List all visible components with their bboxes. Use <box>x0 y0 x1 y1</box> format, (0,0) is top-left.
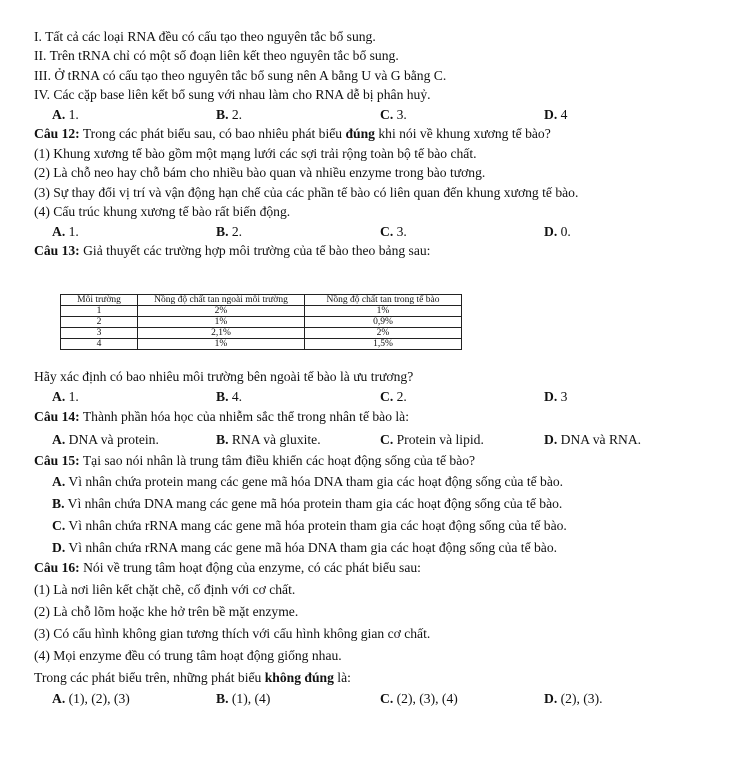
q15-option-c-key: C. <box>52 518 66 533</box>
q15-option-b-text: Vì nhân chứa DNA mang các gene mã hóa protein tham gia các hoạt động sống của tế bào. <box>64 496 563 511</box>
q12-item-4: (4) Cấu trúc khung xương tế bào rất biến động. <box>34 204 291 219</box>
table-header: Môi trường <box>61 295 138 306</box>
question-13 <box>34 241 430 260</box>
table-cell: 4 <box>61 339 138 350</box>
table-cell: 2% <box>305 328 462 339</box>
q16-item-4: (4) Mọi enzyme đều có trung tâm hoạt động giống nhau. <box>34 648 342 663</box>
q12-option-c[interactable]: 3. <box>396 224 407 239</box>
q12-option-a[interactable]: 1. <box>68 224 79 239</box>
question-15 <box>34 451 475 470</box>
table-row <box>61 328 462 339</box>
q12-item-3: (3) Sự thay đổi vị trí và vận động hạn chế của các phần tế bào có liên quan đến khung xương tế bào. <box>34 185 579 200</box>
question-12-emphasis: đúng <box>345 126 375 141</box>
q13-option-c[interactable]: 2. <box>396 389 407 404</box>
q16-item-2: (2) Là chỗ lõm hoặc khe hở trên bề mặt enzyme. <box>34 604 299 619</box>
q16-option-c[interactable]: (2), (3), (4) <box>396 691 458 706</box>
q16-item-3: (3) Có cấu hình không gian tương thích với cấu hình không gian cơ chất. <box>34 626 431 641</box>
table-cell: 1% <box>138 317 305 328</box>
question-16-prompt-text: Trong các phát biểu trên, những phát biểu <box>34 670 265 685</box>
table-cell: 2% <box>138 306 305 317</box>
question-12-text: Trong các phát biểu sau, có bao nhiêu phát biểu <box>79 126 346 141</box>
question-14-label: Câu 14: <box>34 409 80 424</box>
q15-option-d[interactable] <box>52 538 557 557</box>
question-13-text: Giả thuyết các trường hợp môi trường của tế bào theo bảng sau: <box>79 243 431 258</box>
table-header: Nồng độ chất tan ngoài môi trường <box>138 295 305 306</box>
q14-option-b[interactable]: RNA và gluxite. <box>231 432 321 447</box>
table-cell: 2,1% <box>138 328 305 339</box>
table-header-row <box>61 295 462 306</box>
q12-option-b[interactable]: 2. <box>231 224 243 239</box>
question-16-label: Câu 16: <box>34 560 80 575</box>
question-12-text-end: khi nói về khung xương tế bào? <box>374 126 551 141</box>
question-15-text: Tại sao nói nhân là trung tâm điều khiển các hoạt động sống của tế bào? <box>79 453 476 468</box>
q16-option-b[interactable]: (1), (4) <box>231 691 271 706</box>
option-d[interactable]: 4 <box>560 107 568 122</box>
q15-option-a-key: A. <box>52 474 66 489</box>
question-14-text: Thành phần hóa học của nhiễm sắc thể trong nhân tế bào là: <box>79 409 409 424</box>
q12-item-2: (2) Là chỗ neo hay chỗ bám cho nhiều bào quan và nhiều enzyme trong bào tương. <box>34 165 486 180</box>
statement-4: IV. Các cặp base liên kết bổ sung với nhau làm cho RNA dễ bị phân huỷ. <box>34 87 431 102</box>
table-row <box>61 306 462 317</box>
statement-1: I. Tất cả các loại RNA đều có cấu tạo theo nguyên tắc bổ sung. <box>34 29 376 44</box>
q14-option-c[interactable]: Protein và lipid. <box>396 432 484 447</box>
statement-2: II. Trên tRNA chỉ có một số đoạn liên kết theo nguyên tắc bổ sung. <box>34 48 399 63</box>
statement-3: III. Ở tRNA có cấu tạo theo nguyên tắc bổ sung nên A bằng U và G bằng C. <box>34 68 447 83</box>
table-row <box>61 317 462 328</box>
environment-table <box>60 294 462 350</box>
question-16 <box>34 558 421 577</box>
table-cell: 1% <box>138 339 305 350</box>
option-a[interactable]: 1. <box>68 107 79 122</box>
question-15-label: Câu 15: <box>34 453 80 468</box>
q14-option-d[interactable]: DNA và RNA. <box>560 432 642 447</box>
table-cell: 1,5% <box>305 339 462 350</box>
table-cell: 0,9% <box>305 317 462 328</box>
table-cell: 2 <box>61 317 138 328</box>
question-16-emphasis: không đúng <box>264 670 334 685</box>
q15-option-c-text: Vì nhân chứa rRNA mang các gene mã hóa protein tham gia các hoạt động sống của tế bào. <box>65 518 567 533</box>
q15-option-a-text: Vì nhân chứa protein mang các gene mã hóa DNA tham gia các hoạt động sống của tế bào. <box>65 474 564 489</box>
question-16-prompt <box>34 668 351 687</box>
q13-option-a[interactable]: 1. <box>68 389 79 404</box>
q13-option-d[interactable]: 3 <box>560 389 568 404</box>
q16-option-a[interactable]: (1), (2), (3) <box>68 691 130 706</box>
q12-option-d[interactable]: 0. <box>560 224 571 239</box>
question-16-prompt-end: là: <box>333 670 351 685</box>
table-cell: 1 <box>61 306 138 317</box>
question-13-prompt: Hãy xác định có bao nhiêu môi trường bên ngoài tế bào là ưu trương? <box>34 369 414 384</box>
q15-option-c[interactable] <box>52 516 567 535</box>
q15-option-b[interactable] <box>52 494 562 513</box>
q15-option-d-key: D. <box>52 540 66 555</box>
table-cell: 3 <box>61 328 138 339</box>
table-row <box>61 339 462 350</box>
q16-option-d[interactable]: (2), (3). <box>560 691 603 706</box>
q14-option-a[interactable]: DNA và protein. <box>68 432 159 447</box>
table-cell: 1% <box>305 306 462 317</box>
q12-item-1: (1) Khung xương tế bào gồm một mạng lưới các sợi trải rộng toàn bộ tế bào chất. <box>34 146 477 161</box>
question-16-text: Nói về trung tâm hoạt động của enzyme, có các phát biểu sau: <box>79 560 421 575</box>
option-b[interactable]: 2. <box>231 107 243 122</box>
question-12 <box>34 124 551 143</box>
table-header: Nồng độ chất tan trong tế bào <box>305 295 462 306</box>
question-14 <box>34 407 409 426</box>
q15-option-d-text: Vì nhân chứa rRNA mang các gene mã hóa DNA tham gia các hoạt động sống của tế bào. <box>65 540 558 555</box>
q16-item-1: (1) Là nơi liên kết chặt chẽ, cố định với cơ chất. <box>34 582 296 597</box>
q15-option-a[interactable] <box>52 472 563 491</box>
q13-option-b[interactable]: 4. <box>231 389 243 404</box>
q15-option-b-key: B. <box>52 496 65 511</box>
question-12-label: Câu 12: <box>34 126 80 141</box>
document-page: I. Tất cả các loại RNA đều có cấu tạo theo nguyên tắc bổ sung. II. Trên tRNA chỉ có một số đoạn liên kết theo nguyên tắc bổ sung. III. Ở tRNA có cấu tạo theo nguyên tắc bổ sung nên A bằng U và G bằng C. IV. Các cặp base liên kết bổ sung với nhau làm cho RNA dễ bị phân huỷ. A. 1. B. 2. C. 3. D. 4 Câu 12: Trong các phát biểu sau, có bao nhiêu phát biểu đúng khi nói về khung xương tế bào? (1) Khung xương tế bào gồm một mạng lưới các sợi trải rộng toàn bộ tế bào chất. (2) Là chỗ neo hay chỗ bám cho nhiều bào quan và nhiều enzyme trong bào tương. (3) Sự thay đổi vị trí và vận động hạn chế của các phần tế bào có liên quan đến khung xương tế bào. (4) Cấu trúc khung xương tế bào rất biến động. A. 1. B. 2. C. 3. D. 0. Câu 13: Giả thuyết các trường hợp môi trường của tế bào theo bảng sau: Môi trường Nồng độ chất tan ngoài môi trường Nồng độ chất tan trong tế bào 1 2% 1% 2 1% 0,9% 3 2,1% 2% 4 1% 1,5% Hãy xác định có bao nhiêu môi trường bên ngoài tế bào là ưu trương? A. 1. B. 4. C. 2. D. 3 Câu 14: Thành phần hóa học của nhiễm sắc thể trong nhân tế bào là: A. DNA và protein. B. RNA và gluxite. C. Protein và lipid. D. DNA và RNA. Câu 15: Tại sao nói nhân là trung tâm điều khiển các hoạt động sống của tế bào? A. Vì nhân chứa protein mang các gene mã hóa DNA tham gia các hoạt động sống của tế bào. B. Vì nhân chứa DNA mang các gene mã hóa protein tham gia các hoạt động sống của tế bào. C. Vì nhân chứa rRNA mang các gene mã hóa protein tham gia các hoạt động sống của tế bào. D. Vì nhân chứa rRNA mang các gene mã hóa DNA tham gia các hoạt động sống của tế bào. Câu 16: Nói về trung tâm hoạt động của enzyme, có các phát biểu sau: (1) Là nơi liên kết chặt chẽ, cố định với cơ chất. (2) Là chỗ lõm hoặc khe hở trên bề mặt enzyme. (3) Có cấu hình không gian tương thích với cấu hình không gian cơ chất. (4) Mọi enzyme đều có trung tâm hoạt động giống nhau. Trong các phát biểu trên, những phát biểu không đúng là: A. (1), (2), (3) B. (1), (4) C. (2), (3), (4) D. (2), (3). <box>34 29 642 706</box>
question-13-label: Câu 13: <box>34 243 80 258</box>
option-c[interactable]: 3. <box>396 107 407 122</box>
